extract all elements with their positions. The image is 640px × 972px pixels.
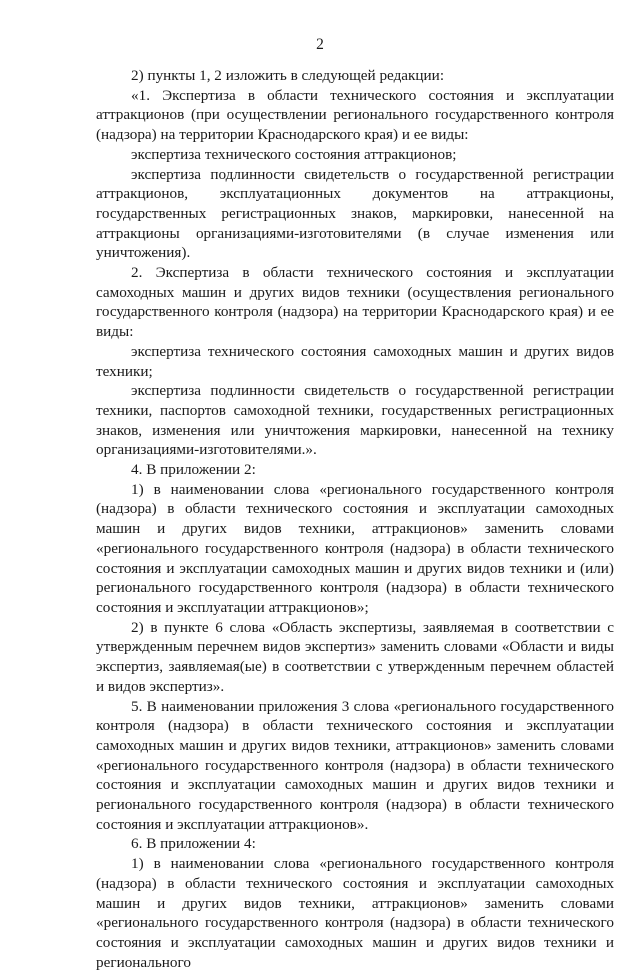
paragraph-section-6: 6. В приложении 4: — [131, 835, 256, 853]
document-body — [96, 66, 614, 972]
paragraph-section-4-item-2: 2) в пункте 6 слова «Область экспертизы, заявляемая в соответствии с утвержденным перечнем видов экспертиз» заменить словами «Области и виды экспертиз, заявляемая(ые) в соответствии с утвержденным перечнем областей и видов экспертиз». — [96, 618, 614, 695]
paragraph-section-6-item-1: 1) в наименовании слова «регионального государственного контроля (надзора) в области технического состояния и эксплуатации самоходных машин и других видов техники, аттракционов» заменить словами «регионального государственного контроля (надзора) в области технического состояния и эксплуатации самоходных машин и других видов техники и регионального — [96, 855, 614, 971]
paragraph-section-4: 4. В приложении 2: — [131, 461, 256, 479]
paragraph-point-1-type-b: экспертиза подлинности свидетельств о государственной регистрации аттракционов, эксплуатационных документов на аттракционы, государственных регистрационных знаков, маркировки, нанесенной на аттракционы организациями-изготовителями (в случае изменения или уничтожения). — [96, 165, 614, 262]
paragraph-item-2-intro: 2) пункты 1, 2 изложить в следующей редакции: — [131, 67, 445, 84]
paragraph-point-1: «1. Экспертиза в области технического состояния и эксплуатации аттракционов (при осуществлении регионального государственного контроля (надзора) на территории Краснодарского края) и ее виды: — [96, 86, 614, 144]
page-number: 2 — [316, 36, 324, 53]
paragraph-point-2-type-a: экспертиза технического состояния самоходных машин и других видов техники; — [96, 342, 614, 380]
paragraph-point-1-type-a: экспертиза технического состояния аттракционов; — [131, 145, 457, 163]
paragraph-section-5: 5. В наименовании приложения 3 слова «регионального государственного контроля (надзора) в области технического состояния и эксплуатации самоходных машин и других видов техники, аттракционов» заменить словами «регионального государственного контроля (надзора) в области технического состояния и эксплуатации самоходных машин и других видов техники и регионального государственного контроля (надзора) в области технического состояния и эксплуатации аттракционов». — [96, 697, 614, 833]
paragraph-point-2-type-b: экспертиза подлинности свидетельств о государственной регистрации техники, паспортов самоходной техники, государственных регистрационных знаков, изменения или уничтожения маркировки, нанесенной на технику организациями-изготовителями.». — [96, 382, 614, 459]
paragraph-point-2: 2. Экспертиза в области технического состояния и эксплуатации самоходных машин и других видов техники (осуществления регионального государственного контроля (надзора) на территории Краснодарского края) и ее виды: — [96, 264, 614, 341]
paragraph-section-4-item-1: 1) в наименовании слова «регионального государственного контроля (надзора) в области технического состояния и эксплуатации самоходных машин и других видов техники, аттракционов» заменить словами «регионального государственного контроля (надзора) в области технического состояния и эксплуатации самоходных машин и других видов техники и (или) регионального государственного контроля (надзора) в области технического состояния и эксплуатации аттракционов»; — [96, 480, 614, 616]
